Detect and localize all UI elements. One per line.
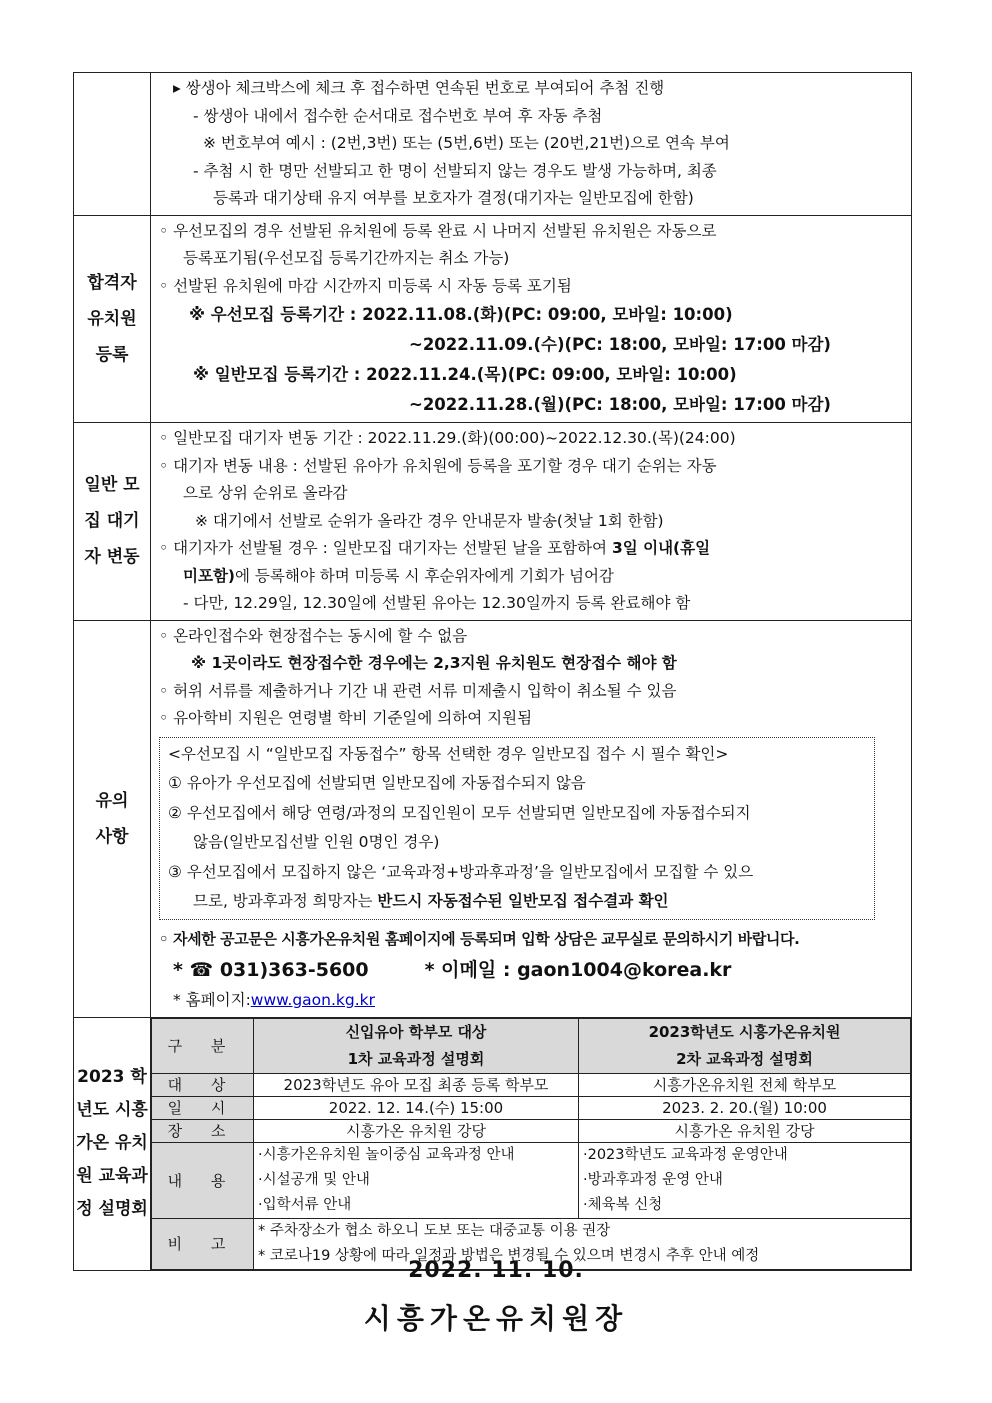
notes-row	[74, 620, 912, 1017]
waitlist-line: ※ 대기에서 선발로 순위가 올라간 경우 안내문자 발송(첫날 1회 한함)	[195, 511, 664, 530]
signature: 시흥가온유치원장	[363, 1302, 629, 1335]
notes-line: ◦ 유아학비 지원은 연령별 학비 기준일에 의하여 지원됨	[159, 709, 533, 727]
waitlist-line: 미포함)에 등록해야 하며 미등록 시 후순위자에게 기회가 넘어감	[183, 566, 614, 585]
box-item: 않음(일반모집선발 인원 0명인 경우)	[193, 833, 440, 851]
row-label: 장 소	[152, 1119, 254, 1142]
homepage-link[interactable]: www.gaon.kg.kr	[250, 991, 375, 1009]
notes-line: ◦ 온라인접수와 현장접수는 동시에 할 수 없음	[159, 626, 468, 645]
phone-number: * ☎ 031)363-5600	[173, 959, 369, 981]
lottery-line: ※ 번호부여 예시 : (2번,3번) 또는 (5번,6번) 또는 (20번,21번)으로 연속 부여	[203, 134, 730, 152]
lottery-line: ▸ 쌍생아 체크박스에 체크 후 접수하면 연속된 번호로 부여되어 추첨 진행	[173, 79, 665, 97]
general-period-start: ※ 일반모집 등록기간 : 2022.11.24.(목)(PC: 09:00, 모바일: 10:00)	[193, 365, 737, 384]
waitlist-line: ◦ 대기자 변동 내용 : 선발된 유아가 유치원에 등록을 포기할 경우 대기 순위는 자동	[159, 456, 717, 475]
priority-period-end: ~2022.11.09.(수)(PC: 18:00, 모바일: 17:00 마감)	[409, 335, 831, 354]
waitlist-line: ◦ 대기자가 선발될 경우 : 일반모집 대기자는 선발된 날을 포함하여 3일 이내(휴일	[159, 539, 711, 557]
sessions-heading: 2023 학년도 시흥가온 유치원 교육과정 설명회	[74, 1017, 151, 1270]
auto-apply-notice-box	[159, 737, 875, 920]
table-cell: 시흥가온 유치원 강당	[254, 1119, 579, 1142]
waitlist-line: ◦ 일반모집 대기자 변동 기간 : 2022.11.29.(화)(00:00)~2022.12.30.(목)(24:00)	[159, 429, 736, 447]
notes-line: ◦ 허위 서류를 제출하거나 기간 내 관련 서류 미제출시 입학이 취소될 수 있음	[159, 681, 677, 700]
issue-date: 2022. 11. 10.	[408, 1258, 584, 1283]
email-address: * 이메일 : gaon1004@korea.kr	[424, 959, 732, 981]
table-cell: 시흥가온 유치원 강당	[579, 1119, 911, 1142]
table-cell: 2023학년도 유아 모집 최종 등록 학부모	[254, 1073, 579, 1096]
notes-line: ※ 1곳이라도 현장접수한 경우에는 2,3지원 유치원도 현장접수 해야 함	[191, 654, 677, 672]
col-header-session2: 2023학년도 시흥가온유치원 2차 교육과정 설명회	[579, 1018, 911, 1073]
notes-content	[151, 620, 912, 1017]
table-cell: 2023. 2. 20.(월) 10:00	[579, 1096, 911, 1119]
row-label: 대 상	[152, 1073, 254, 1096]
registration-line: ◦ 우선모집의 경우 선발된 유치원에 등록 완료 시 나머지 선발된 유치원은 자동으로	[159, 221, 717, 240]
table-row	[152, 1073, 911, 1096]
box-item: ② 우선모집에서 해당 연령/과정의 모집인원이 모두 선발되면 일반모집에 자동접수되지	[168, 803, 751, 822]
remarks-cell: * 주차장소가 협소 하오니 도보 또는 대중교통 이용 권장 * 코로나19 상황에 따라 일정과 방법은 변경될 수 있으며 변경시 추후 안내 예정	[254, 1218, 911, 1269]
registration-heading: 합격자 유치원 등록	[74, 215, 151, 423]
general-period-end: ~2022.11.28.(월)(PC: 18:00, 모바일: 17:00 마감)	[409, 395, 831, 414]
waitlist-heading: 일반 모집 대기자 변동	[74, 423, 151, 621]
box-item: 므로, 방과후과정 희망자는 반드시 자동접수된 일반모집 접수결과 확인	[193, 892, 669, 910]
table-row	[152, 1096, 911, 1119]
sessions-table	[151, 1018, 911, 1270]
registration-content	[151, 215, 912, 423]
homepage-line: * 홈페이지:www.gaon.kg.kr	[173, 991, 375, 1009]
table-cell: 시흥가온유치원 전체 학부모	[579, 1073, 911, 1096]
admission-table	[73, 72, 912, 1271]
priority-period-start: ※ 우선모집 등록기간 : 2022.11.08.(화)(PC: 09:00, 모바일: 10:00)	[189, 305, 733, 324]
col-header-category: 구 분	[152, 1018, 254, 1073]
lottery-line: - 쌍생아 내에서 접수한 순서대로 접수번호 부여 후 자동 추첨	[193, 106, 603, 125]
registration-line: 등록포기됨(우선모집 등록기간까지는 취소 가능)	[183, 249, 510, 267]
lottery-line: 등록과 대기상태 유지 여부를 보호자가 결정(대기자는 일반모집에 한함)	[213, 189, 694, 207]
lottery-content	[151, 73, 912, 216]
table-row	[152, 1142, 911, 1218]
row-label: 일 시	[152, 1096, 254, 1119]
table-row	[152, 1119, 911, 1142]
waitlist-content	[151, 423, 912, 621]
box-title: <우선모집 시 “일반모집 자동접수” 항목 선택한 경우 일반모집 접수 시 필수 확인>	[168, 744, 729, 763]
document-page	[73, 72, 912, 1271]
registration-line: ◦ 선발된 유치원에 마감 시간까지 미등록 시 자동 등록 포기됨	[159, 276, 572, 295]
col-header-session1: 신입유아 학부모 대상 1차 교육과정 설명회	[254, 1018, 579, 1073]
sessions-header-row	[152, 1018, 911, 1073]
content-cell-session2: ·2023학년도 교육과정 운영안내 ·방과후과정 운영 안내 ·체육복 신청	[579, 1142, 911, 1218]
sessions-row	[74, 1017, 912, 1270]
notice-line: ◦ 자세한 공고문은 시흥가온유치원 홈페이지에 등록되며 입학 상담은 교무실로 문의하시기 바랍니다.	[159, 929, 800, 948]
row-label: 비 고	[152, 1218, 254, 1269]
waitlist-line: 으로 상위 순위로 올라감	[183, 484, 348, 502]
lottery-row	[74, 73, 912, 216]
waitlist-line: - 다만, 12.29일, 12.30일에 선발된 유아는 12.30일까지 등록 완료해야 함	[183, 594, 691, 612]
box-item: ③ 우선모집에서 모집하지 않은 ‘교육과정+방과후과정’을 일반모집에서 모집할 수 있으	[168, 862, 754, 881]
content-cell-session1: ·시흥가온유치원 놀이중심 교육과정 안내 ·시설공개 및 안내 ·입학서류 안내	[254, 1142, 579, 1218]
lottery-heading-cell	[74, 73, 151, 216]
notes-heading: 유의 사항	[74, 620, 151, 1017]
waitlist-row	[74, 423, 912, 621]
table-cell: 2022. 12. 14.(수) 15:00	[254, 1096, 579, 1119]
registration-row	[74, 215, 912, 423]
row-label: 내 용	[152, 1142, 254, 1218]
sessions-content	[151, 1017, 912, 1270]
lottery-line: - 추첨 시 한 명만 선발되고 한 명이 선발되지 않는 경우도 발생 가능하며, 최종	[193, 161, 717, 180]
contact-line	[159, 953, 905, 987]
box-item: ① 유아가 우선모집에 선발되면 일반모집에 자동접수되지 않음	[168, 774, 586, 792]
